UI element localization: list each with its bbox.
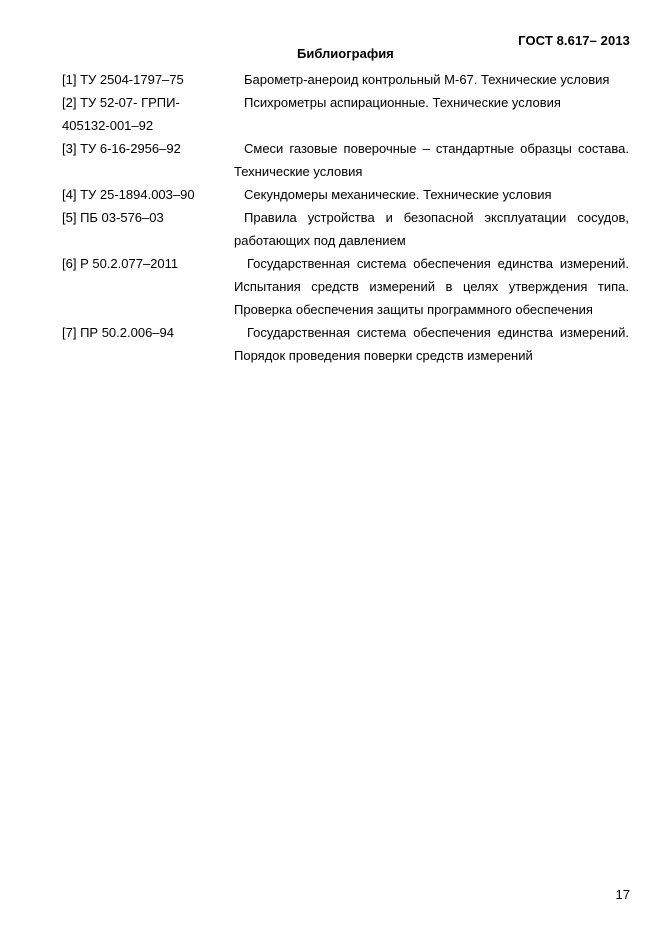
page-number: 17 bbox=[615, 887, 630, 902]
bibliography-entry-6 bbox=[62, 252, 632, 321]
entry-description-wrap bbox=[234, 321, 629, 367]
entry-description-wrap bbox=[234, 137, 629, 183]
entry-reference: [1] ТУ 2504-1797–75 bbox=[62, 72, 184, 87]
entry-reference: [2] ТУ 52-07- ГРПИ- 405132-001–92 bbox=[62, 95, 180, 133]
bibliography-entry-4 bbox=[62, 183, 632, 206]
bibliography-title: Библиография bbox=[297, 46, 394, 61]
bibliography-entry-2 bbox=[62, 91, 632, 137]
entry-description-wrap bbox=[234, 206, 629, 252]
bibliography-entry-3 bbox=[62, 137, 632, 183]
entry-description: Барометр-анероид контрольный М-67. Технические условия bbox=[244, 72, 610, 87]
entry-reference: [5] ПБ 03-576–03 bbox=[62, 210, 164, 225]
entry-reference: [7] ПР 50.2.006–94 bbox=[62, 325, 174, 340]
entry-description: Смеси газовые поверочные – стандартные образцы состава. Технические условия bbox=[234, 141, 629, 179]
bibliography-entry-7 bbox=[62, 321, 632, 367]
entry-reference: [4] ТУ 25-1894.003–90 bbox=[62, 187, 195, 202]
document-code: ГОСТ 8.617– 2013 bbox=[518, 33, 630, 48]
entry-reference: [6] Р 50.2.077–2011 bbox=[62, 256, 179, 271]
bibliography-entry-1 bbox=[62, 68, 632, 91]
entry-description-wrap bbox=[234, 91, 629, 114]
bibliography-list bbox=[62, 68, 632, 367]
entry-description-wrap bbox=[234, 183, 629, 206]
entry-reference: [3] ТУ 6-16-2956–92 bbox=[62, 141, 181, 156]
entry-description: Государственная система обеспечения единства измерений. Испытания средств измерений в целях утверждения типа. Проверка обеспечения защиты программного обеспечения bbox=[234, 256, 629, 317]
entry-description: Государственная система обеспечения единства измерений. Порядок проведения поверки средств измерений bbox=[234, 325, 629, 363]
entry-description-wrap bbox=[234, 252, 629, 321]
entry-description: Психрометры аспирационные. Технические условия bbox=[244, 95, 561, 110]
entry-description: Секундомеры механические. Технические условия bbox=[244, 187, 552, 202]
entry-description-wrap bbox=[234, 68, 629, 91]
entry-description: Правила устройства и безопасной эксплуатации сосудов, работающих под давлением bbox=[234, 210, 629, 248]
bibliography-entry-5 bbox=[62, 206, 632, 252]
